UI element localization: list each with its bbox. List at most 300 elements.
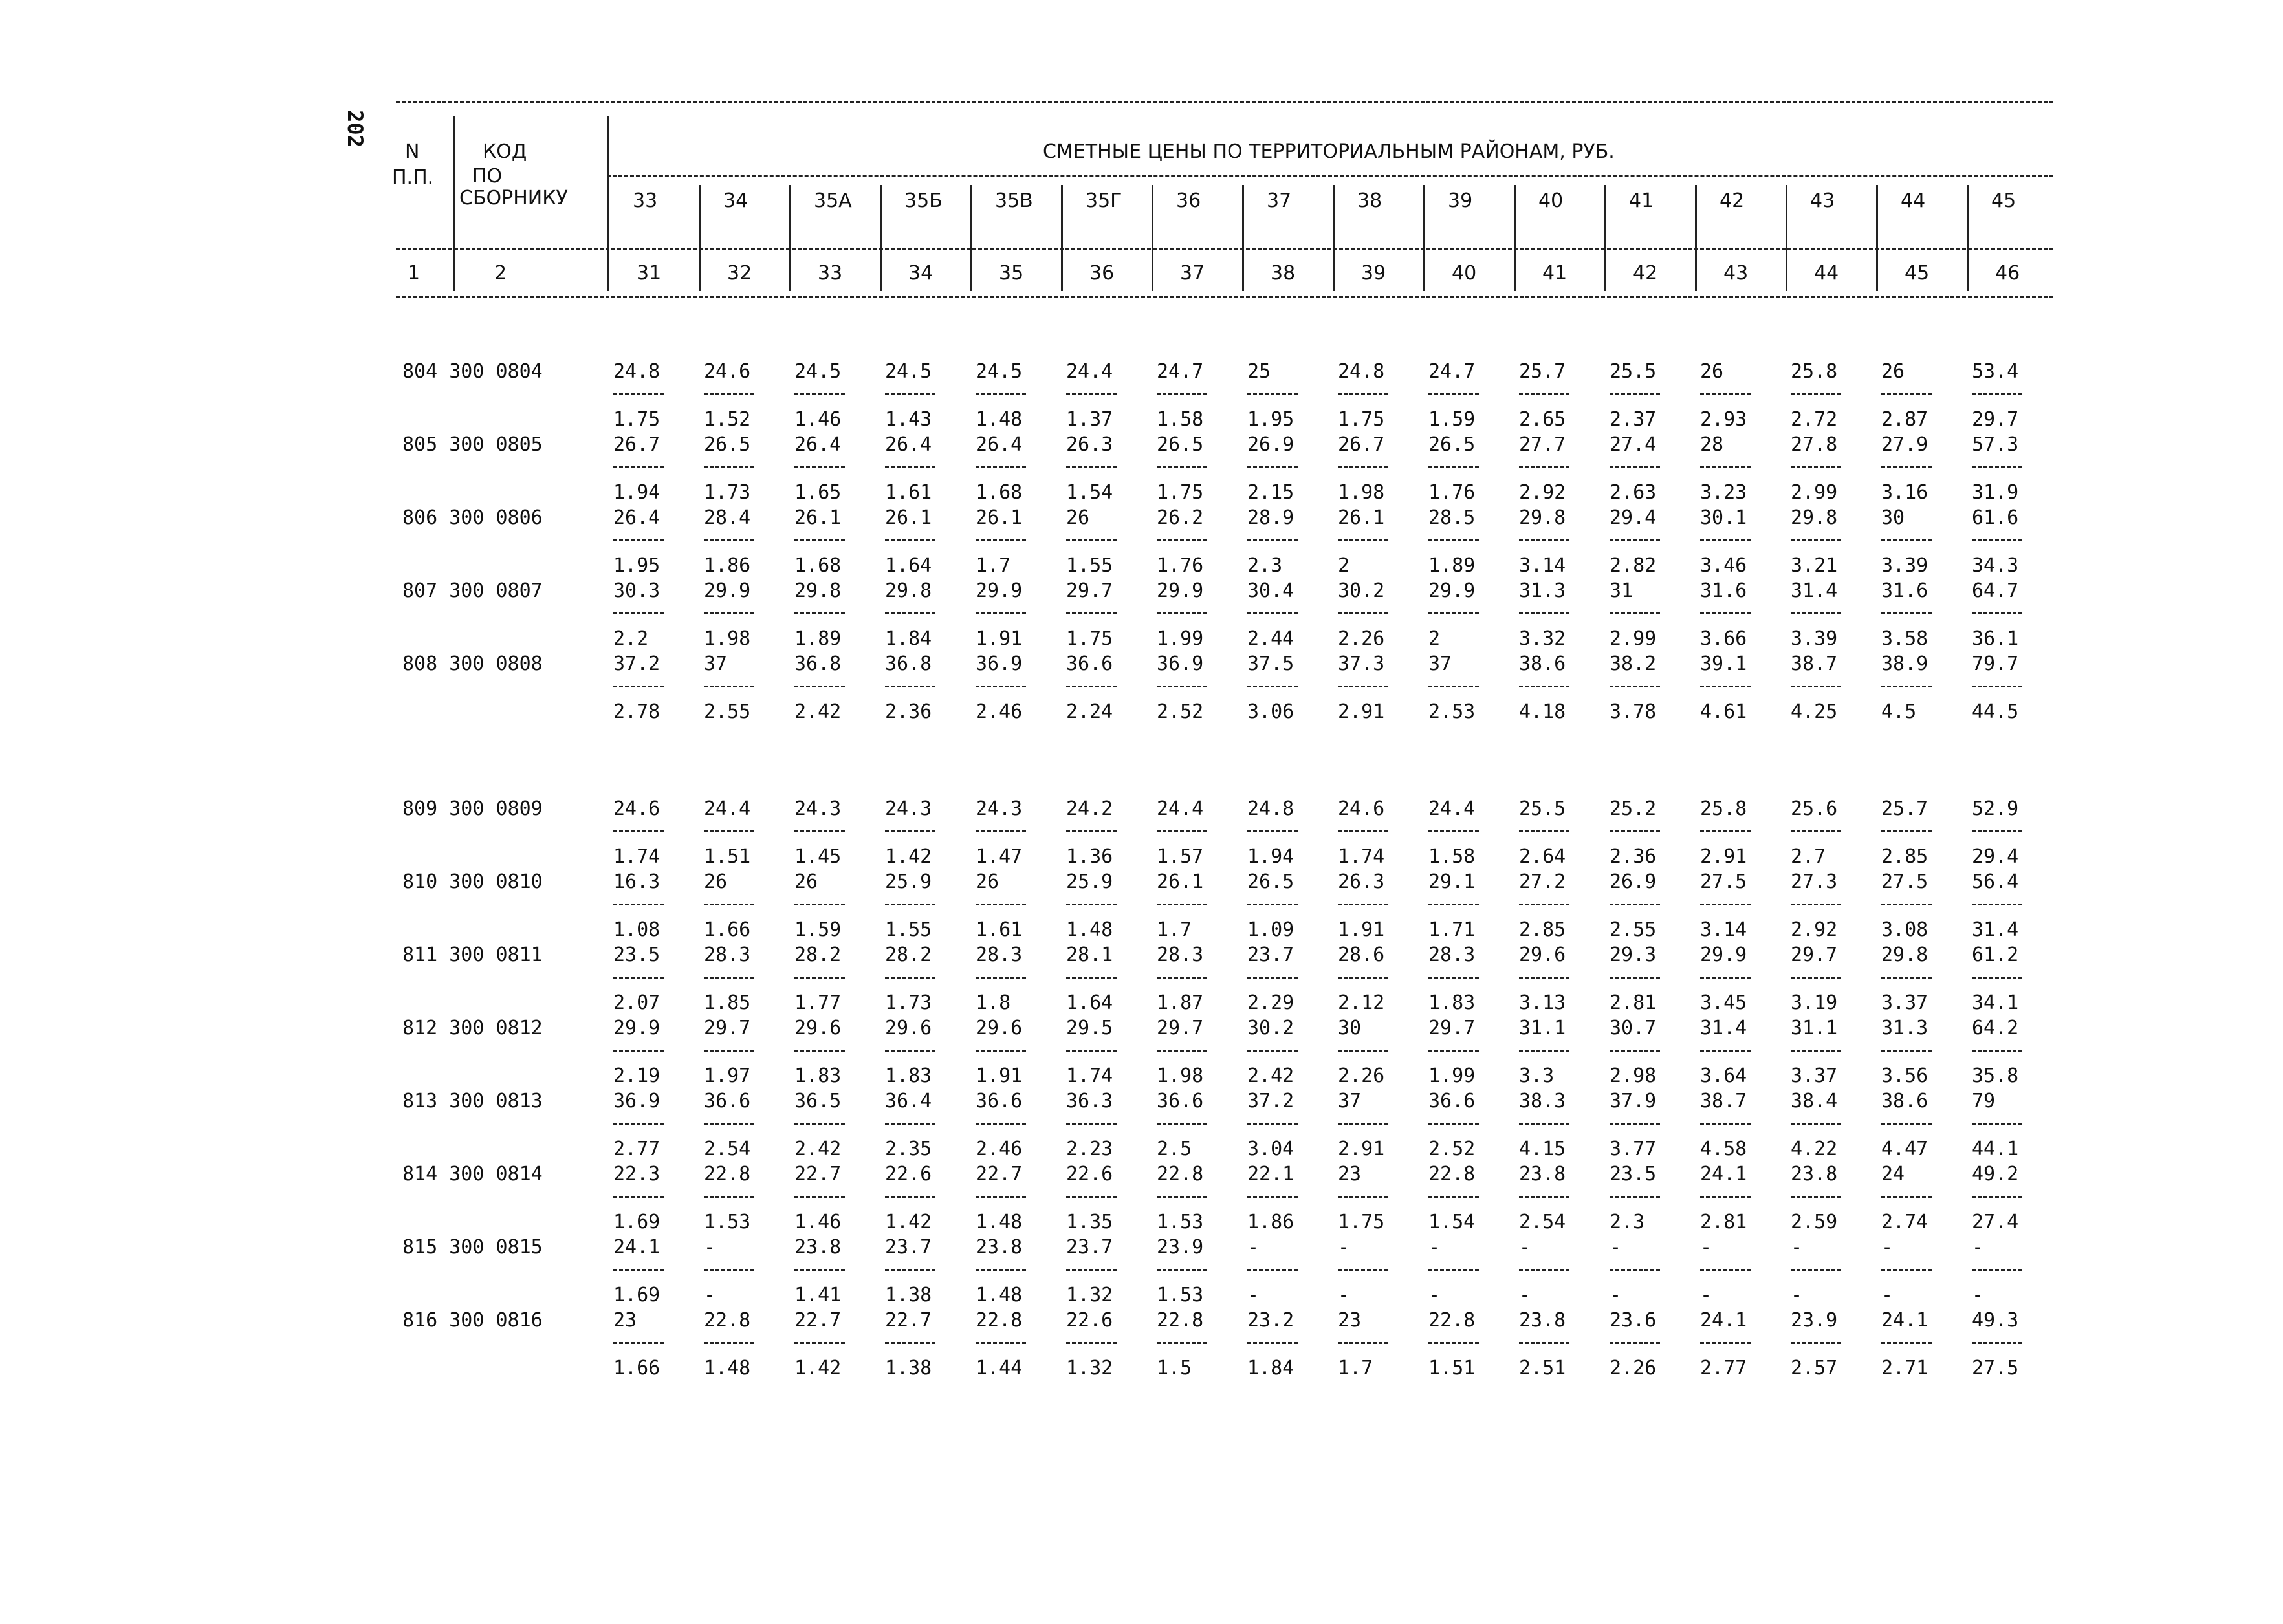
price-value-alt: 1.08 bbox=[613, 918, 661, 941]
district-label: 40 bbox=[1538, 189, 1564, 212]
price-value-alt: 34.1 bbox=[1972, 991, 2019, 1014]
price-value-alt: 1.89 bbox=[794, 627, 842, 650]
fraction-line bbox=[1610, 466, 1660, 468]
fraction-line bbox=[704, 977, 754, 979]
price-value-alt: 1.61 bbox=[885, 481, 932, 504]
fraction-line bbox=[704, 539, 754, 541]
price-value-alt: 2.7 bbox=[1791, 845, 1826, 868]
price-value-alt: 2.65 bbox=[1519, 408, 1566, 431]
price-value-alt: 3.37 bbox=[1791, 1065, 1838, 1087]
fraction-line bbox=[1066, 904, 1117, 905]
price-value: 16.3 bbox=[613, 871, 661, 893]
fraction-line bbox=[794, 904, 845, 905]
price-value-alt: 1.99 bbox=[1428, 1065, 1476, 1087]
fraction-line bbox=[1791, 1123, 1841, 1125]
price-value-alt: 2.81 bbox=[1700, 1211, 1747, 1233]
fraction-line bbox=[1338, 393, 1388, 395]
price-value: 30.4 bbox=[1247, 579, 1294, 602]
row-code: 807 300 0807 bbox=[402, 579, 543, 602]
price-value-alt: 2.19 bbox=[613, 1065, 661, 1087]
fraction-line bbox=[613, 539, 664, 541]
price-value: 29.7 bbox=[1066, 579, 1113, 602]
fraction-line bbox=[1791, 830, 1841, 832]
price-value: 27.2 bbox=[1519, 871, 1566, 893]
fraction-line bbox=[1881, 612, 1932, 614]
fraction-line bbox=[1066, 612, 1117, 614]
price-value: 25.5 bbox=[1519, 797, 1566, 820]
fraction-line bbox=[613, 1196, 664, 1198]
header-colnum-rule bbox=[396, 248, 2053, 250]
price-value: 30.2 bbox=[1338, 579, 1385, 602]
fraction-line bbox=[1610, 904, 1660, 905]
price-value: 36.3 bbox=[1066, 1090, 1113, 1112]
fraction-line bbox=[1700, 1269, 1751, 1271]
price-value: 29.6 bbox=[1519, 944, 1566, 966]
price-value-alt: 1.36 bbox=[1066, 845, 1113, 868]
price-value: 26.5 bbox=[704, 433, 751, 456]
price-value-alt: 2.99 bbox=[1791, 481, 1838, 504]
price-value-alt: 2.53 bbox=[1428, 700, 1476, 723]
fraction-line bbox=[1157, 1269, 1207, 1271]
fraction-line bbox=[1247, 686, 1298, 687]
price-value-alt: 1.73 bbox=[704, 481, 751, 504]
district-divider bbox=[1695, 185, 1697, 291]
price-value-alt: 2.52 bbox=[1428, 1138, 1476, 1160]
price-value: 29.6 bbox=[976, 1017, 1023, 1039]
price-value: 25.2 bbox=[1610, 797, 1657, 820]
price-value-alt: 27.5 bbox=[1972, 1357, 2019, 1380]
column-number: 44 bbox=[1814, 262, 1839, 285]
price-value-alt: 1.77 bbox=[794, 991, 842, 1014]
fraction-line bbox=[794, 539, 845, 541]
district-divider bbox=[1876, 185, 1878, 291]
price-value-alt: 31.4 bbox=[1972, 918, 2019, 941]
price-value: 23 bbox=[1338, 1309, 1362, 1332]
column-number: 37 bbox=[1180, 262, 1205, 285]
fraction-line bbox=[1066, 1196, 1117, 1198]
fraction-line bbox=[976, 1342, 1026, 1344]
fraction-line bbox=[1791, 539, 1841, 541]
district-divider bbox=[880, 185, 882, 291]
price-value: 24.4 bbox=[1157, 797, 1204, 820]
price-value: 22.8 bbox=[1157, 1163, 1204, 1186]
fraction-line bbox=[1700, 1123, 1751, 1125]
price-value: 23 bbox=[1338, 1163, 1362, 1186]
price-value-alt: 44.5 bbox=[1972, 700, 2019, 723]
fraction-line bbox=[1338, 830, 1388, 832]
price-value: - bbox=[1247, 1236, 1260, 1259]
price-value-alt: 1.38 bbox=[885, 1357, 932, 1380]
fraction-line bbox=[1791, 686, 1841, 687]
price-value-alt: 1.48 bbox=[976, 408, 1023, 431]
fraction-line bbox=[1881, 686, 1932, 687]
fraction-line bbox=[1519, 904, 1569, 905]
price-value: 26.4 bbox=[885, 433, 932, 456]
fraction-line bbox=[1428, 1269, 1479, 1271]
fraction-line bbox=[976, 393, 1026, 395]
price-value-alt: 2.42 bbox=[794, 700, 842, 723]
row-code: 809 300 0809 bbox=[402, 797, 543, 820]
column-number: 42 bbox=[1633, 262, 1658, 285]
price-value-alt: 2.91 bbox=[1338, 1138, 1385, 1160]
price-value-alt: 4.5 bbox=[1881, 700, 1917, 723]
price-value: 31.6 bbox=[1881, 579, 1928, 602]
price-value: 23.8 bbox=[1791, 1163, 1838, 1186]
district-divider bbox=[1604, 185, 1606, 291]
column-number: 43 bbox=[1723, 262, 1749, 285]
fraction-line bbox=[1338, 612, 1388, 614]
price-value-alt: 1.32 bbox=[1066, 1284, 1113, 1306]
price-value-alt: 1.46 bbox=[794, 1211, 842, 1233]
price-value: 26.3 bbox=[1066, 433, 1113, 456]
row-code: 813 300 0813 bbox=[402, 1090, 543, 1112]
price-value: 26.5 bbox=[1247, 871, 1294, 893]
price-value-alt: 4.22 bbox=[1791, 1138, 1838, 1160]
price-value-alt: 3.37 bbox=[1881, 991, 1928, 1014]
price-value: 38.6 bbox=[1881, 1090, 1928, 1112]
price-value: 29.7 bbox=[1157, 1017, 1204, 1039]
fraction-line bbox=[1247, 1196, 1298, 1198]
header-title: СМЕТНЫЕ ЦЕНЫ ПО ТЕРРИТОРИАЛЬНЫМ РАЙОНАМ, РУБ. bbox=[1043, 140, 1615, 163]
price-value-alt: 1.95 bbox=[1247, 408, 1294, 431]
price-value-alt: 3.08 bbox=[1881, 918, 1928, 941]
price-value-alt: 1.75 bbox=[1338, 1211, 1385, 1233]
price-value: 36.5 bbox=[794, 1090, 842, 1112]
fraction-line bbox=[1791, 1050, 1841, 1052]
column-number: 33 bbox=[818, 262, 843, 285]
column-number: 2 bbox=[494, 262, 507, 285]
price-value: 26 bbox=[976, 871, 999, 893]
district-label: 39 bbox=[1448, 189, 1473, 212]
price-value: 25.8 bbox=[1700, 797, 1747, 820]
header-n-label: N bbox=[405, 140, 420, 163]
fraction-line bbox=[1247, 1269, 1298, 1271]
price-value-alt: 2.46 bbox=[976, 1138, 1023, 1160]
fraction-line bbox=[1066, 393, 1117, 395]
price-value: 28.1 bbox=[1066, 944, 1113, 966]
price-value: 31.1 bbox=[1791, 1017, 1838, 1039]
price-value: 22.6 bbox=[885, 1163, 932, 1186]
fraction-line bbox=[1157, 466, 1207, 468]
price-value: 36.6 bbox=[1428, 1090, 1476, 1112]
price-value: 28.3 bbox=[704, 944, 751, 966]
price-value-alt: - bbox=[1700, 1284, 1712, 1306]
price-value-alt: 2.92 bbox=[1519, 481, 1566, 504]
price-value: 30.3 bbox=[613, 579, 661, 602]
fraction-line bbox=[1791, 904, 1841, 905]
fraction-line bbox=[794, 1342, 845, 1344]
price-value-alt: 3.13 bbox=[1519, 991, 1566, 1014]
price-value: 23.6 bbox=[1610, 1309, 1657, 1332]
price-value: 29.8 bbox=[1881, 944, 1928, 966]
fraction-line bbox=[1428, 466, 1479, 468]
fraction-line bbox=[1428, 1342, 1479, 1344]
district-label: 33 bbox=[633, 189, 658, 212]
price-value: 29.8 bbox=[885, 579, 932, 602]
fraction-line bbox=[704, 1196, 754, 1198]
fraction-line bbox=[1610, 977, 1660, 979]
fraction-line bbox=[704, 1269, 754, 1271]
district-divider bbox=[1423, 185, 1425, 291]
price-value-alt: 1.74 bbox=[1066, 1065, 1113, 1087]
fraction-line bbox=[1157, 904, 1207, 905]
fraction-line bbox=[1247, 1123, 1298, 1125]
district-divider bbox=[1333, 185, 1335, 291]
price-value: 25.6 bbox=[1791, 797, 1838, 820]
fraction-line bbox=[1972, 1050, 2022, 1052]
fraction-line bbox=[1972, 539, 2022, 541]
price-value: 26.4 bbox=[613, 506, 661, 529]
row-code: 812 300 0812 bbox=[402, 1017, 543, 1039]
price-value-alt: 2.63 bbox=[1610, 481, 1657, 504]
price-value: 30.7 bbox=[1610, 1017, 1657, 1039]
price-value-alt: 2.77 bbox=[613, 1138, 661, 1160]
fraction-line bbox=[1247, 830, 1298, 832]
price-value: 26.4 bbox=[976, 433, 1023, 456]
price-value-alt: 3.66 bbox=[1700, 627, 1747, 650]
fraction-line bbox=[613, 977, 664, 979]
price-value: 23.8 bbox=[1519, 1309, 1566, 1332]
price-value-alt: - bbox=[1338, 1284, 1350, 1306]
price-value-alt: 3.64 bbox=[1700, 1065, 1747, 1087]
fraction-line bbox=[613, 466, 664, 468]
price-value-alt: 1.53 bbox=[1157, 1284, 1204, 1306]
fraction-line bbox=[1428, 977, 1479, 979]
price-value-alt: 1.58 bbox=[1157, 408, 1204, 431]
price-value-alt: 1.97 bbox=[704, 1065, 751, 1087]
fraction-line bbox=[1519, 977, 1569, 979]
fraction-line bbox=[1881, 904, 1932, 905]
price-value-alt: 1.89 bbox=[1428, 554, 1476, 577]
price-value: 52.9 bbox=[1972, 797, 2019, 820]
price-value-alt: 2.99 bbox=[1610, 627, 1657, 650]
price-value-alt: 1.68 bbox=[976, 481, 1023, 504]
fraction-line bbox=[1700, 539, 1751, 541]
price-value-alt: 1.5 bbox=[1157, 1357, 1192, 1380]
fraction-line bbox=[1428, 539, 1479, 541]
column-number: 39 bbox=[1361, 262, 1386, 285]
price-value-alt: 2.26 bbox=[1338, 1065, 1385, 1087]
price-value-alt: 3.32 bbox=[1519, 627, 1566, 650]
price-value-alt: 2.54 bbox=[704, 1138, 751, 1160]
price-value-alt: 31.9 bbox=[1972, 481, 2019, 504]
fraction-line bbox=[1338, 977, 1388, 979]
price-value-alt: 2.59 bbox=[1791, 1211, 1838, 1233]
price-value: 28.3 bbox=[1157, 944, 1204, 966]
price-value-alt: 2.3 bbox=[1247, 554, 1283, 577]
price-value: 24.2 bbox=[1066, 797, 1113, 820]
price-value: 26.1 bbox=[1338, 506, 1385, 529]
price-value-alt: 2.87 bbox=[1881, 408, 1928, 431]
price-value-alt: 2.92 bbox=[1791, 918, 1838, 941]
fraction-line bbox=[1791, 393, 1841, 395]
fraction-line bbox=[1157, 686, 1207, 687]
price-value-alt: 1.51 bbox=[1428, 1357, 1476, 1380]
price-value: 31.4 bbox=[1791, 579, 1838, 602]
price-value-alt: 1.65 bbox=[794, 481, 842, 504]
row-code: 816 300 0816 bbox=[402, 1309, 543, 1332]
price-value: 22.3 bbox=[613, 1163, 661, 1186]
price-value-alt: 35.8 bbox=[1972, 1065, 2019, 1087]
price-value-alt: 1.38 bbox=[885, 1284, 932, 1306]
price-value: 29.1 bbox=[1428, 871, 1476, 893]
price-value: 37.2 bbox=[613, 653, 661, 675]
price-value: 29.7 bbox=[704, 1017, 751, 1039]
price-value-alt: 2.77 bbox=[1700, 1357, 1747, 1380]
row-code: 815 300 0815 bbox=[402, 1236, 543, 1259]
price-value-alt: 3.46 bbox=[1700, 554, 1747, 577]
price-value-alt: 2.5 bbox=[1157, 1138, 1192, 1160]
price-value-alt: 2.35 bbox=[885, 1138, 932, 1160]
price-value: 38.4 bbox=[1791, 1090, 1838, 1112]
price-value: 38.3 bbox=[1519, 1090, 1566, 1112]
price-value-alt: 1.73 bbox=[885, 991, 932, 1014]
price-value: - bbox=[1881, 1236, 1894, 1259]
row-code: 808 300 0808 bbox=[402, 653, 543, 675]
price-value: 23.7 bbox=[1066, 1236, 1113, 1259]
price-value-alt: 1.32 bbox=[1066, 1357, 1113, 1380]
price-value-alt: 2.55 bbox=[704, 700, 751, 723]
fraction-line bbox=[1881, 539, 1932, 541]
fraction-line bbox=[885, 686, 935, 687]
price-value-alt: 4.25 bbox=[1791, 700, 1838, 723]
district-divider bbox=[970, 185, 972, 291]
price-value-alt: 2.36 bbox=[885, 700, 932, 723]
fraction-line bbox=[1519, 830, 1569, 832]
fraction-line bbox=[1610, 1196, 1660, 1198]
fraction-line bbox=[1972, 393, 2022, 395]
row-code: 806 300 0806 bbox=[402, 506, 543, 529]
price-value: 24.1 bbox=[1881, 1309, 1928, 1332]
column-number: 35 bbox=[999, 262, 1024, 285]
price-value: 27.3 bbox=[1791, 871, 1838, 893]
price-value-alt: 2.64 bbox=[1519, 845, 1566, 868]
price-value-alt: 1.57 bbox=[1157, 845, 1204, 868]
price-value-alt: 3.56 bbox=[1881, 1065, 1928, 1087]
district-label: 45 bbox=[1991, 189, 2016, 212]
price-value-alt: 2.52 bbox=[1157, 700, 1204, 723]
column-number: 41 bbox=[1542, 262, 1568, 285]
fraction-line bbox=[1247, 1342, 1298, 1344]
price-value: 24.7 bbox=[1157, 360, 1204, 383]
price-value-alt: 2.81 bbox=[1610, 991, 1657, 1014]
price-value: 37 bbox=[1428, 653, 1452, 675]
fraction-line bbox=[1247, 466, 1298, 468]
price-value-alt: 3.39 bbox=[1791, 627, 1838, 650]
price-value-alt: 1.46 bbox=[794, 408, 842, 431]
price-value: 56.4 bbox=[1972, 871, 2019, 893]
fraction-line bbox=[1881, 1342, 1932, 1344]
price-value-alt: 3.23 bbox=[1700, 481, 1747, 504]
price-value-alt: 2.26 bbox=[1610, 1357, 1657, 1380]
row-code: 811 300 0811 bbox=[402, 944, 543, 966]
price-value-alt: 2.51 bbox=[1519, 1357, 1566, 1380]
price-value-alt: 1.37 bbox=[1066, 408, 1113, 431]
price-value-alt: 2.85 bbox=[1519, 918, 1566, 941]
price-value: 26 bbox=[794, 871, 818, 893]
fraction-line bbox=[1881, 1269, 1932, 1271]
fraction-line bbox=[885, 977, 935, 979]
fraction-line bbox=[885, 466, 935, 468]
price-value-alt: 1.94 bbox=[613, 481, 661, 504]
price-value: 22.7 bbox=[794, 1163, 842, 1186]
price-value: 36.6 bbox=[704, 1090, 751, 1112]
fraction-line bbox=[885, 904, 935, 905]
fraction-line bbox=[1066, 1342, 1117, 1344]
price-value: 26.2 bbox=[1157, 506, 1204, 529]
price-value-alt: 1.69 bbox=[613, 1284, 661, 1306]
price-value: 23.8 bbox=[976, 1236, 1023, 1259]
fraction-line bbox=[1519, 1342, 1569, 1344]
price-value-alt: 2.2 bbox=[613, 627, 649, 650]
fraction-line bbox=[794, 1196, 845, 1198]
price-value: - bbox=[1519, 1236, 1531, 1259]
price-value: 37 bbox=[704, 653, 728, 675]
price-value: 23.9 bbox=[1157, 1236, 1204, 1259]
price-value: 24.4 bbox=[1428, 797, 1476, 820]
price-value: 26.1 bbox=[794, 506, 842, 529]
price-value-alt: 2.42 bbox=[794, 1138, 842, 1160]
price-value-alt: 29.7 bbox=[1972, 408, 2019, 431]
price-value-alt: 2.42 bbox=[1247, 1065, 1294, 1087]
row-code: 804 300 0804 bbox=[402, 360, 543, 383]
fraction-line bbox=[1066, 1269, 1117, 1271]
column-number: 36 bbox=[1089, 262, 1115, 285]
district-label: 42 bbox=[1720, 189, 1745, 212]
fraction-line bbox=[976, 1196, 1026, 1198]
price-value: 23.5 bbox=[613, 944, 661, 966]
fraction-line bbox=[1338, 1269, 1388, 1271]
price-value: 26.3 bbox=[1338, 871, 1385, 893]
fraction-line bbox=[1519, 612, 1569, 614]
fraction-line bbox=[1700, 612, 1751, 614]
price-value: 24 bbox=[1881, 1163, 1905, 1186]
fraction-line bbox=[1247, 612, 1298, 614]
price-value-alt: 4.15 bbox=[1519, 1138, 1566, 1160]
price-value-alt: - bbox=[1610, 1284, 1622, 1306]
price-value-alt: 1.94 bbox=[1247, 845, 1294, 868]
price-value-alt: 1.66 bbox=[613, 1357, 661, 1380]
fraction-line bbox=[1972, 830, 2022, 832]
price-value-alt: 3.58 bbox=[1881, 627, 1928, 650]
district-divider bbox=[1242, 185, 1244, 291]
header-top-rule bbox=[396, 101, 2053, 103]
fraction-line bbox=[1157, 1342, 1207, 1344]
fraction-line bbox=[613, 612, 664, 614]
price-value-alt: 1.44 bbox=[976, 1357, 1023, 1380]
price-value: 24.6 bbox=[613, 797, 661, 820]
fraction-line bbox=[1338, 1123, 1388, 1125]
fraction-line bbox=[1881, 977, 1932, 979]
header-bottom-rule bbox=[396, 296, 2053, 298]
price-value-alt: 1.76 bbox=[1157, 554, 1204, 577]
price-value: 27.5 bbox=[1881, 871, 1928, 893]
price-value: 23.2 bbox=[1247, 1309, 1294, 1332]
price-value-alt: 1.55 bbox=[1066, 554, 1113, 577]
district-label: 37 bbox=[1267, 189, 1292, 212]
price-value-alt: 1.75 bbox=[1338, 408, 1385, 431]
fraction-line bbox=[1157, 612, 1207, 614]
fraction-line bbox=[1610, 393, 1660, 395]
fraction-line bbox=[1157, 539, 1207, 541]
price-value-alt: 1.35 bbox=[1066, 1211, 1113, 1233]
price-value: 23.5 bbox=[1610, 1163, 1657, 1186]
price-value: 29.9 bbox=[613, 1017, 661, 1039]
price-value: 36.6 bbox=[1157, 1090, 1204, 1112]
price-value: - bbox=[1791, 1236, 1803, 1259]
price-value: 22.6 bbox=[1066, 1309, 1113, 1332]
price-value: 79.7 bbox=[1972, 653, 2019, 675]
